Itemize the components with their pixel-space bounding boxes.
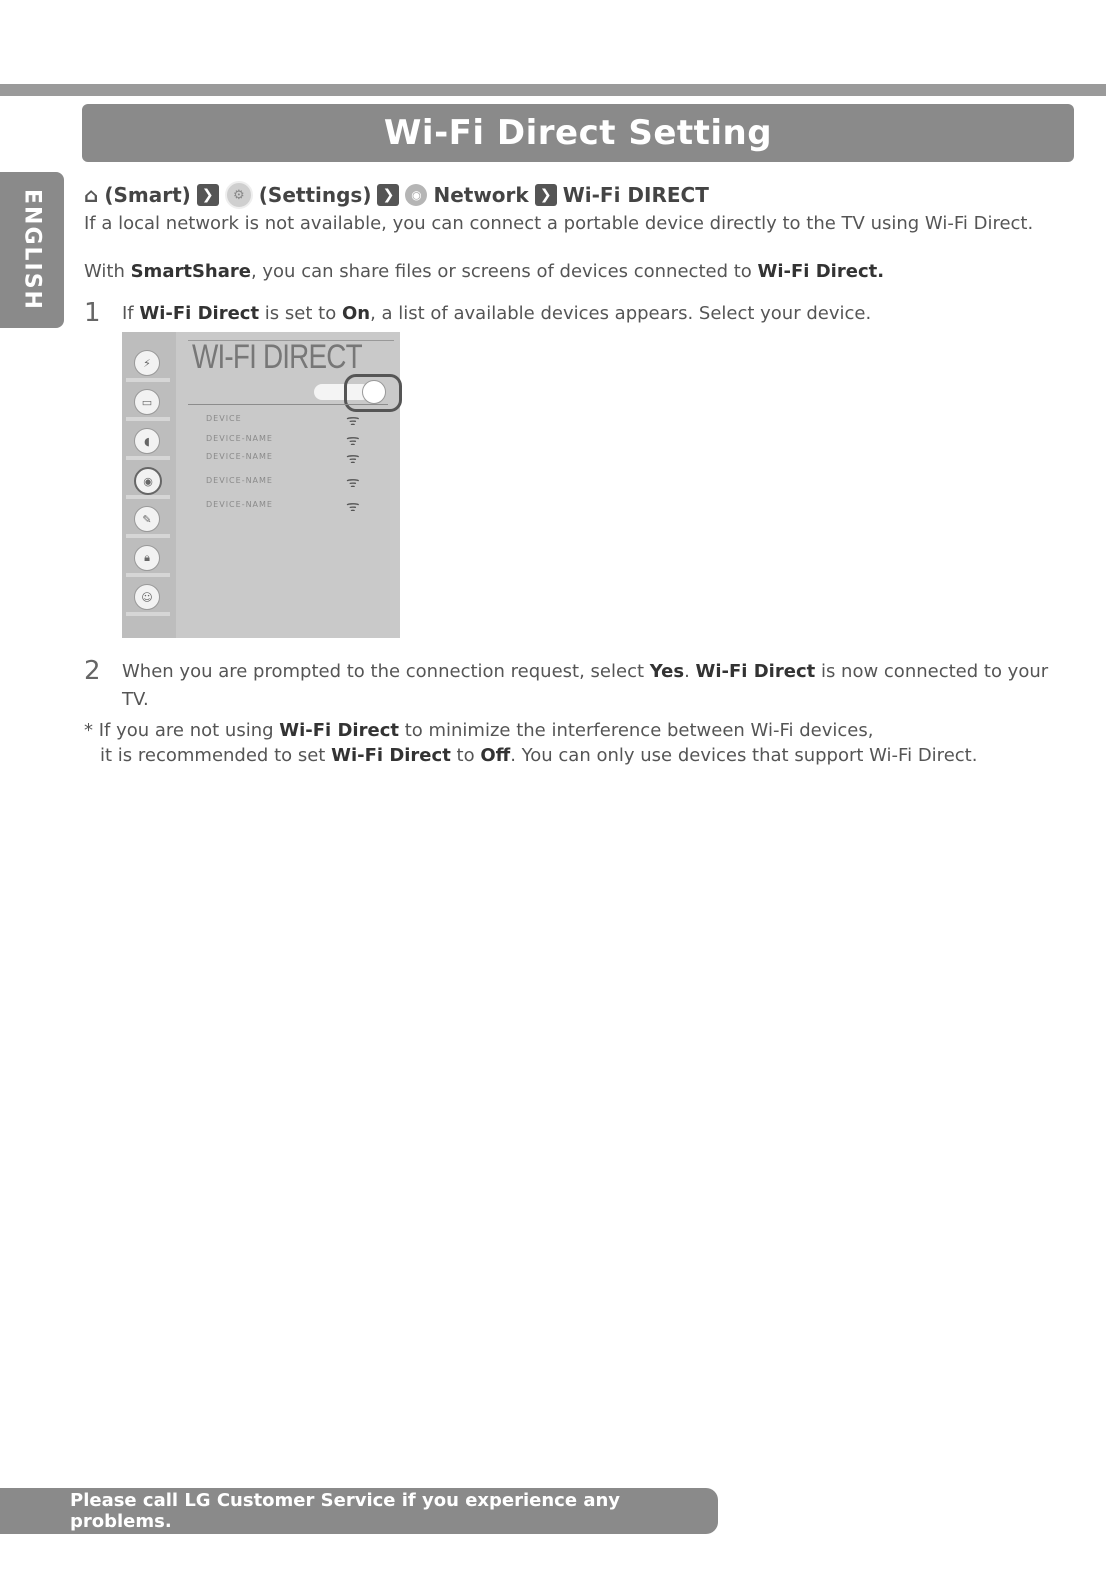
breadcrumb-smart: (Smart) (104, 183, 191, 207)
step1-prefix: If (122, 303, 140, 324)
step-2-text (122, 658, 1052, 714)
breadcrumb-settings: (Settings) (258, 183, 372, 207)
note-prefix: * If you are not using (84, 720, 280, 741)
intro-line2-prefix: With (84, 261, 131, 282)
sidebar-caption (126, 495, 170, 499)
step1-suffix: , a list of available devices appears. Select your device. (370, 303, 872, 324)
device-name: DEVICE-NAME (206, 500, 273, 509)
sound-icon: ◖ (134, 428, 160, 454)
note-line2-suffix: . You can only use devices that support Wi-Fi Direct. (510, 745, 978, 766)
highlight-ring (344, 374, 402, 412)
screen-title: WI-FI DIRECT (192, 338, 362, 376)
quick-icon: ⚡ (134, 350, 160, 376)
note-bold3: Off (480, 745, 511, 766)
language-tab (0, 172, 64, 328)
sidebar-caption (126, 534, 170, 538)
footer-text: Please call LG Customer Service if you experience any problems. (70, 1490, 621, 1532)
intro-smartshare (84, 260, 1034, 284)
note-mid: to minimize the interference between Wi-Fi devices, (398, 720, 874, 741)
step2-mid: . (684, 661, 696, 682)
gear-icon: ⚙ (225, 181, 253, 209)
step-1-number: 1 (84, 298, 101, 328)
step-2-number: 2 (84, 656, 101, 686)
wifi-icon: ᯤ (346, 449, 360, 467)
wifi-icon: ᯤ (346, 497, 360, 515)
accessibility-icon: ☺ (134, 584, 160, 610)
wifi-icon: ᯤ (346, 473, 360, 491)
note-bold1: Wi-Fi Direct (279, 720, 399, 741)
language-tab-label: ENGLISH (19, 189, 45, 311)
sidebar-caption (126, 612, 170, 616)
sidebar-caption (126, 456, 170, 460)
chevron-right-icon: ❯ (197, 184, 219, 206)
step-1-text (122, 301, 1052, 326)
lock-icon: 🔒︎ (134, 545, 160, 571)
device-row (206, 497, 396, 515)
wifi-icon: ᯤ (346, 411, 360, 429)
device-row (206, 431, 396, 449)
footer-banner (0, 1488, 718, 1534)
breadcrumb (84, 180, 709, 210)
settings-sidebar (122, 332, 176, 638)
intro-line2-mid: , you can share files or screens of devices connected to (250, 261, 758, 282)
note-bold2: Wi-Fi Direct (331, 745, 451, 766)
chevron-right-icon: ❯ (377, 184, 399, 206)
sidebar-caption (126, 417, 170, 421)
network-icon: ◉ (134, 467, 162, 495)
device-row (206, 449, 396, 467)
device-row (206, 473, 396, 491)
note-line2-prefix: it is recommended to set (100, 745, 332, 766)
step2-prefix: When you are prompted to the connection request, select (122, 661, 650, 682)
wifi-icon: ᯤ (346, 431, 360, 449)
home-icon: ⌂ (84, 183, 99, 207)
intro-wifi-direct-bold: Wi-Fi Direct. (757, 261, 885, 282)
intro-paragraph (84, 212, 1034, 236)
screen-divider (188, 404, 388, 405)
intro-line1: If a local network is not available, you can connect a portable device directly to the TV using Wi-Fi Direct. (84, 213, 1034, 234)
note-line2-mid: to (450, 745, 481, 766)
step1-bold2: On (341, 303, 371, 324)
step1-mid: is set to (259, 303, 342, 324)
device-name: DEVICE-NAME (206, 476, 273, 485)
device-row (206, 411, 396, 429)
breadcrumb-network: Network (433, 183, 529, 207)
page-title-text: Wi-Fi Direct Setting (383, 113, 773, 153)
device-name: DEVICE-NAME (206, 434, 273, 443)
globe-icon: ◉ (405, 184, 427, 206)
general-icon: ✎ (134, 506, 160, 532)
step2-suffix: is now connected to your TV. (122, 661, 1049, 710)
note (84, 718, 1044, 768)
picture-icon: ▭ (134, 389, 160, 415)
top-rule (0, 84, 1106, 96)
sidebar-caption (126, 378, 170, 382)
page-title (82, 104, 1074, 162)
step1-bold1: Wi-Fi Direct (139, 303, 260, 324)
breadcrumb-wifi-direct: Wi-Fi DIRECT (562, 183, 709, 207)
intro-smartshare-bold: SmartShare (130, 261, 251, 282)
tv-screenshot (122, 332, 400, 638)
step2-bold1: Yes (649, 661, 685, 682)
step2-bold2: Wi-Fi Direct (695, 661, 816, 682)
device-name: DEVICE-NAME (206, 452, 273, 461)
device-name: DEVICE (206, 414, 242, 423)
sidebar-caption (126, 573, 170, 577)
chevron-right-icon: ❯ (535, 184, 557, 206)
